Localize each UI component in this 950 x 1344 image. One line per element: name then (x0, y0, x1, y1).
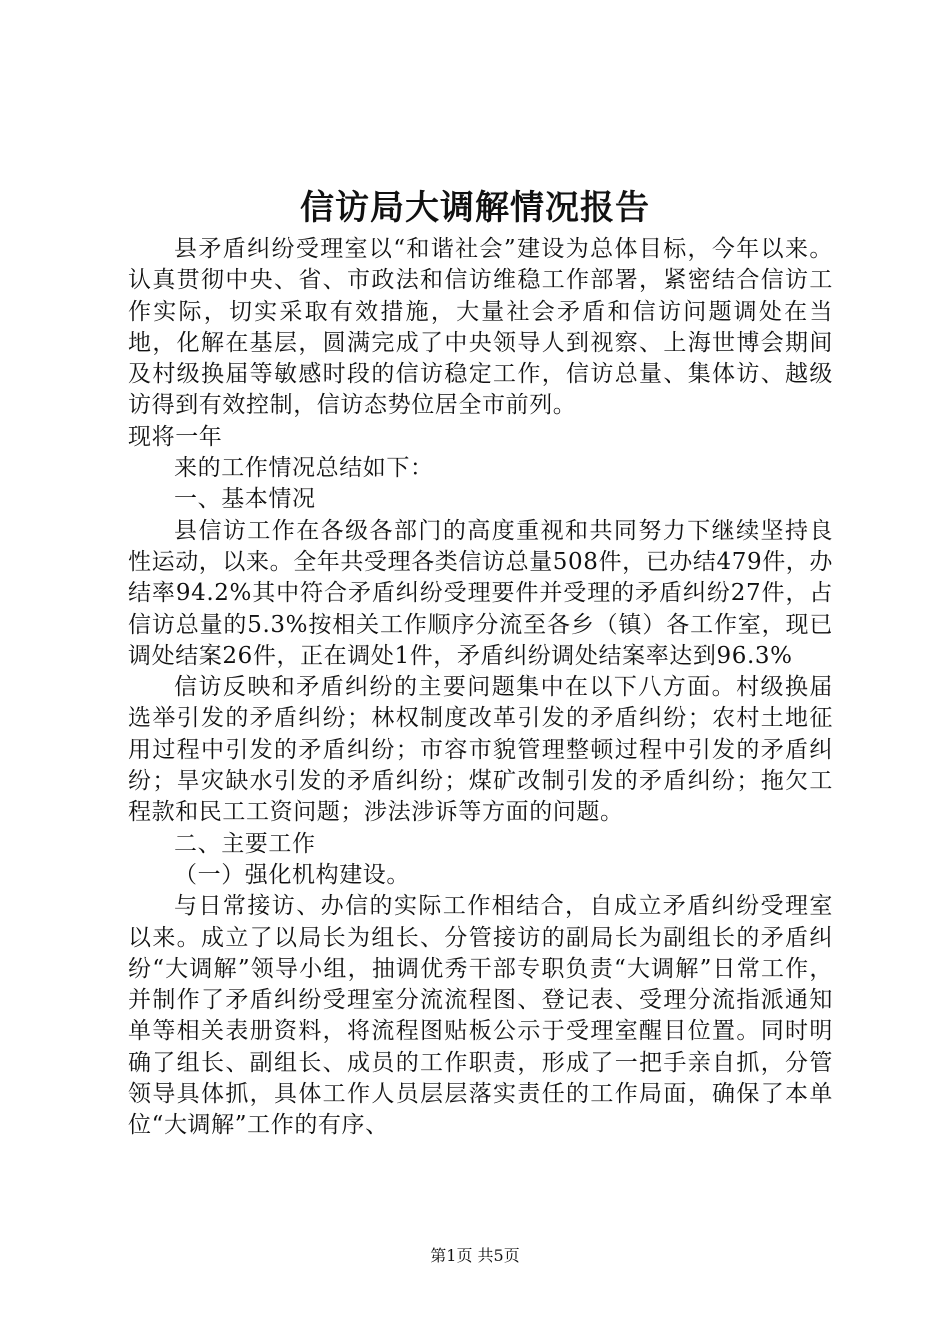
subsection-heading-organization: （一）强化机构建设。 (174, 861, 410, 888)
basic-stats-paragraph: 县信访工作在各级各部门的高度重视和共同努力下继续坚持良性运动，以来。全年共受理各类信访总量508件，已办结479件，办结率94.2%其中符合矛盾纠纷受理要件并受理的矛盾纠纷27件，占信访总量的5.3%按相关工作顺序分流至各乡（镇）各工作室，现已调处结案26件，正在调处1件，矛盾纠纷调处结案率达到96.3% (128, 517, 833, 669)
document-body (128, 234, 833, 1142)
document-title: 信访局大调解情况报告 (300, 188, 650, 228)
intro-paragraph-tail: 现将一年 (128, 423, 223, 450)
intro-continuation: 来的工作情况总结如下： (174, 455, 434, 482)
intro-paragraph: 县矛盾纠纷受理室以“和谐社会”建设为总体目标，今年以来。认真贯彻中央、省、市政法和信访维稳工作部署，紧密结合信访工作实际，切实采取有效措施，大量社会矛盾和信访问题调处在当地，化解在基层，圆满完成了中央领导人到视察、上海世博会期间及村级换届等敏感时段的信访稳定工作，信访总量、集体访、越级访得到有效控制，信访态势位居全市前列。 (128, 236, 833, 419)
page-footer: 第1页 共5页 (430, 1246, 520, 1265)
section-heading-basic: 一、基本情况 (174, 486, 316, 513)
section-heading-main-work: 二、主要工作 (174, 830, 316, 857)
issues-paragraph: 信访反映和矛盾纠纷的主要问题集中在以下八方面。村级换届选举引发的矛盾纠纷；林权制度改革引发的矛盾纠纷；农村土地征用过程中引发的矛盾纠纷；市容市貌管理整顿过程中引发的矛盾纠纷；旱灾缺水引发的矛盾纠纷；煤矿改制引发的矛盾纠纷；拖欠工程款和民工工资问题；涉法涉诉等方面的问题。 (128, 674, 833, 826)
organization-paragraph: 与日常接访、办信的实际工作相结合，自成立矛盾纠纷受理室以来。成立了以局长为组长、分管接访的副局长为副组长的矛盾纠纷“大调解”领导小组，抽调优秀干部专职负责“大调解”日常工作，并制作了矛盾纠纷受理室分流流程图、登记表、受理分流指派通知单等相关表册资料，将流程图贴板公示于受理室醒目位置。同时明确了组长、副组长、成员的工作职责，形成了一把手亲自抓，分管领导具体抓，具体工作人员层层落实责任的工作局面，确保了本单位“大调解”工作的有序、 (128, 893, 833, 1139)
